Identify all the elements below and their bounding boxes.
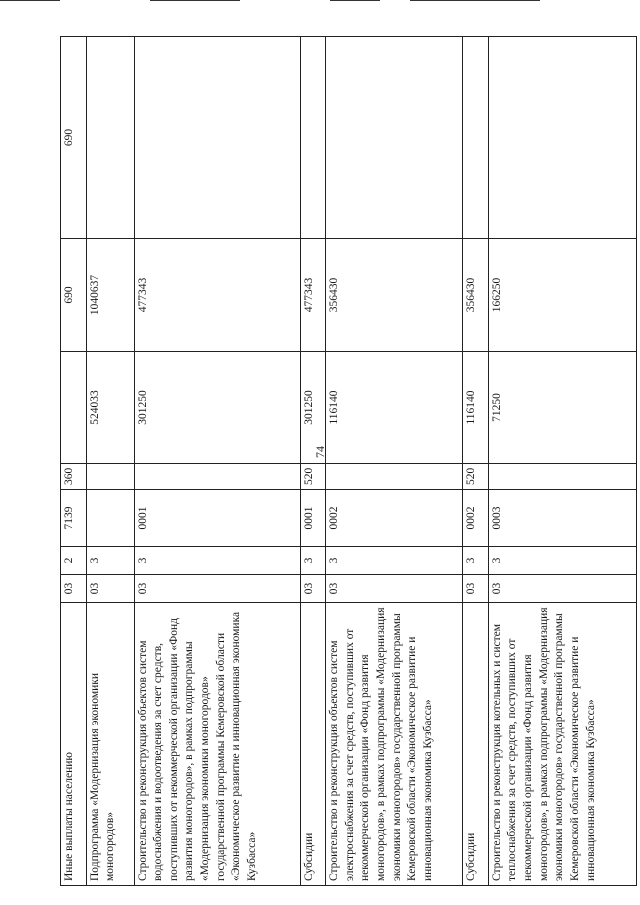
cell-target-code — [86, 490, 134, 547]
cell-section: 03 — [61, 575, 87, 603]
table-row — [86, 37, 134, 886]
scan-artifact-line — [150, 0, 240, 1]
cell-amount-1: 301250 — [300, 352, 326, 464]
table-row — [463, 37, 489, 886]
cell-expense-type: 360 — [61, 464, 87, 490]
cell-amount-3 — [86, 37, 134, 239]
cell-section: 03 — [300, 575, 326, 603]
cell-amount-1 — [61, 352, 87, 464]
row-name: Строительство и реконструкция объектов систем водоснабжения и водоотведения за счет средств, поступивших от некоммерческой организации «Фонд развития моногородов», в рамках подпрограммы «Модернизация экономики моногородов» государственной программы Кемеровской области «Экономическое развитие и инновационная экономика Кузбасса» — [134, 603, 300, 886]
budget-table-rotated — [60, 37, 637, 886]
row-name: Строительство и реконструкция объектов систем электроснабжения за счет средств, поступивших от некоммерческой организации «Фонд развития моногородов», в рамках подпрограммы «Модернизация экономики моногородов» государственной программы Кемеровской области «Экономическое развитие и инновационная экономика Кузбасса» — [326, 603, 463, 886]
table-row — [61, 37, 87, 886]
cell-expense-type — [326, 464, 463, 490]
scan-artifact-line — [330, 0, 380, 1]
cell-expense-type — [488, 464, 636, 490]
table-row — [134, 37, 300, 886]
cell-amount-2: 477343 — [300, 239, 326, 352]
scan-artifact-line — [0, 0, 60, 1]
cell-amount-1: 116140 — [326, 352, 463, 464]
cell-subsection: 3 — [326, 547, 463, 575]
cell-amount-1: 301250 — [134, 352, 300, 464]
cell-subsection: 2 — [61, 547, 87, 575]
cell-target-code: 0002 — [463, 490, 489, 547]
cell-amount-3 — [134, 37, 300, 239]
cell-amount-1: 524033 — [86, 352, 134, 464]
cell-amount-2: 356430 — [326, 239, 463, 352]
cell-target-code: 0002 — [326, 490, 463, 547]
row-name: Субсидии — [300, 603, 326, 886]
cell-expense-type: 520 — [463, 464, 489, 490]
scan-artifact-line — [410, 0, 540, 1]
row-name: Иные выплаты населению — [61, 603, 87, 886]
cell-target-code: 0003 — [488, 490, 636, 547]
cell-target-code: 0001 — [134, 490, 300, 547]
cell-expense-type — [86, 464, 134, 490]
row-name: Строительство и реконструкция котельных и систем теплоснабжения за счет средств, поступивших от некоммерческой организации «Фонд развития моногородов», в рамках подпрограммы «Модернизация экономики моногородов» государственной программы Кемеровской области «Экономическое развитие и инновационная экономика Кузбасса» — [488, 603, 636, 886]
cell-section: 03 — [463, 575, 489, 603]
cell-amount-2: 690 — [61, 239, 87, 352]
cell-target-code: 7139 — [61, 490, 87, 547]
row-name: Подпрограмма «Модернизация экономики моногородов» — [86, 603, 134, 886]
cell-target-code: 0001 — [300, 490, 326, 547]
cell-amount-3 — [300, 37, 326, 239]
cell-expense-type: 520 — [300, 464, 326, 490]
cell-amount-2: 166250 — [488, 239, 636, 352]
cell-amount-3 — [488, 37, 636, 239]
cell-amount-3 — [326, 37, 463, 239]
budget-table — [60, 36, 637, 886]
cell-amount-1: 71250 — [488, 352, 636, 464]
cell-subsection: 3 — [86, 547, 134, 575]
cell-amount-2: 1040637 — [86, 239, 134, 352]
cell-amount-3 — [463, 37, 489, 239]
table-row — [300, 37, 326, 886]
cell-amount-1: 116140 — [463, 352, 489, 464]
cell-subsection: 3 — [300, 547, 326, 575]
cell-section: 03 — [326, 575, 463, 603]
table-row — [488, 37, 636, 886]
cell-subsection: 3 — [488, 547, 636, 575]
cell-amount-2: 356430 — [463, 239, 489, 352]
cell-section: 03 — [86, 575, 134, 603]
cell-amount-2: 477343 — [134, 239, 300, 352]
cell-section: 03 — [488, 575, 636, 603]
cell-amount-3: 690 — [61, 37, 87, 239]
cell-subsection: 3 — [134, 547, 300, 575]
row-name: Субсидии — [463, 603, 489, 886]
page-number: 74 — [312, 446, 327, 458]
cell-subsection: 3 — [463, 547, 489, 575]
cell-section: 03 — [134, 575, 300, 603]
cell-expense-type — [134, 464, 300, 490]
table-row — [326, 37, 463, 886]
